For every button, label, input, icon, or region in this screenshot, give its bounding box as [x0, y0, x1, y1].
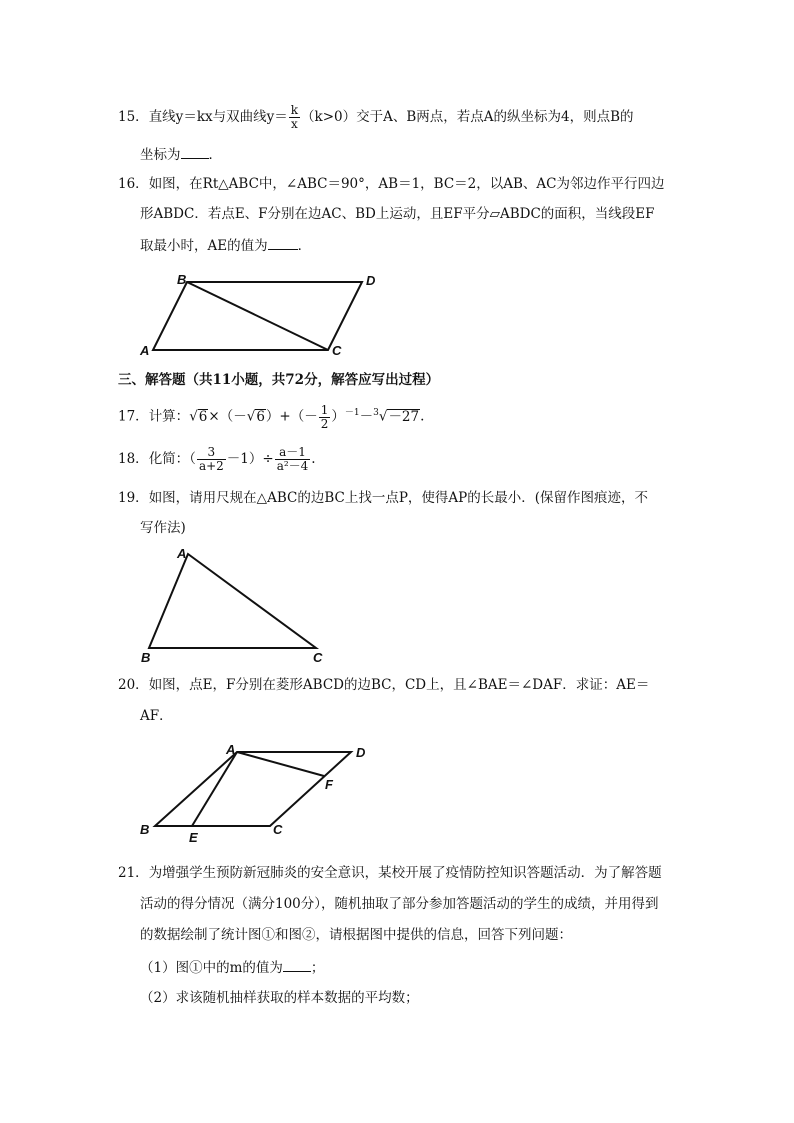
- q16-line1-text: 如图，在Rt△ABC中，∠ABC＝90°，AB＝1，BC＝2，以AB、AC为邻边作平行四边: [148, 176, 665, 192]
- q17-line: 17．计算：√6×（－√6）+（－ $\frac{1}{2}$ ）$^{-1}$－$^3$√－27.: [118, 402, 425, 431]
- q19-triangle-abc: [149, 554, 316, 648]
- q21-line2: [140, 894, 659, 914]
- q18-frac2-num: a－1: [275, 446, 311, 460]
- q20-label-e: E: [189, 830, 198, 845]
- q16-diagonal-bc: [187, 282, 328, 350]
- q17-cube-root: －27: [388, 408, 420, 425]
- q17-number: 17．: [118, 408, 149, 425]
- q19-triangle-figure: [135, 544, 340, 670]
- q18-frac2-den: a²－4: [276, 459, 309, 473]
- q17-text-mid: ×（－: [208, 408, 247, 425]
- q21-line1-text: 为增强学生预防新冠肺炎的安全意识，某校开展了疫情防控知识答题活动．为了解答题: [148, 865, 662, 881]
- q15-end: ．: [208, 147, 222, 163]
- q18-fraction-1: [197, 446, 226, 473]
- q17-sqrt-1: 6: [198, 408, 208, 425]
- q15-line2: [140, 144, 222, 165]
- q16-line3-text: 取最小时，AE的值为: [140, 238, 268, 254]
- q21-sub1-end: ；: [310, 960, 325, 976]
- q18-text-pre: 化简：（: [148, 451, 196, 467]
- q18-fraction-2: [275, 446, 311, 473]
- q21-line3-text: 的数据绘制了统计图①和图②，请根据图中提供的信息，回答下列问题：: [140, 927, 572, 943]
- q17-text-mid2: ）+（－: [265, 408, 318, 425]
- q20-number: 20．: [118, 677, 149, 693]
- q15-text-post: （k>0）交于A、B两点，若点A的纵坐标为4，则点B的: [301, 109, 634, 125]
- q15-frac-den: x: [291, 117, 298, 131]
- q18-frac1-num: 3: [197, 446, 226, 460]
- q21-sub1-text: （1）图①中的m的值为: [140, 960, 283, 976]
- q20-label-f: F: [325, 777, 333, 792]
- q19-line2: [140, 518, 186, 538]
- q15-line2-text: 坐标为: [140, 147, 181, 163]
- q20-line2-text: AF．: [140, 708, 173, 724]
- q17-text-mid3: ）: [331, 408, 345, 425]
- q16-number: 16．: [118, 176, 149, 192]
- q18-end: .: [311, 451, 316, 467]
- q18-line: [118, 446, 316, 473]
- q21-line1: [118, 863, 662, 883]
- q19-line1: [118, 488, 648, 508]
- q19-line2-text: 写作法): [140, 520, 186, 536]
- q21-sub1: [140, 957, 324, 978]
- q21-number: 21．: [118, 865, 149, 881]
- q16-label-b: B: [177, 272, 187, 287]
- q17-frac-den: 2: [320, 416, 329, 431]
- q20-label-b: B: [140, 822, 150, 837]
- q18-number: 18．: [118, 451, 149, 467]
- q20-line2: [140, 706, 173, 726]
- q18-frac1-den: a+2: [198, 459, 224, 473]
- q16-line2-text: 形ABDC．若点E、F分别在边AC、BD上运动，且EF平分▱ABDC的面积，当线段EF: [140, 206, 655, 222]
- q15-answer-blank[interactable]: [181, 144, 209, 159]
- q16-parallelogram-figure: [135, 268, 385, 360]
- q21-line3: [140, 925, 572, 945]
- q16-label-c: C: [332, 343, 342, 358]
- q19-label-b: B: [141, 650, 151, 665]
- q16-line2: [140, 204, 655, 224]
- q16-label-a: A: [140, 343, 150, 358]
- q15-text-pre: 直线y＝kx与双曲线y＝: [148, 109, 288, 125]
- q17-cube-index: 3: [373, 408, 379, 418]
- q19-number: 19．: [118, 490, 149, 506]
- q20-label-a: A: [226, 742, 236, 757]
- q15-line1: [118, 104, 634, 131]
- q17-fraction: [319, 404, 331, 431]
- q17-text-mid4: －: [359, 408, 374, 425]
- q16-label-d: D: [366, 273, 376, 288]
- q19-line1-text: 如图，请用尺规在△ABC的边BC上找一点P，使得AP的长最小．(保留作图痕迹，不: [148, 490, 649, 506]
- q16-end: ．: [297, 238, 312, 254]
- q20-label-d: D: [356, 745, 366, 760]
- q20-segment-ae: [192, 752, 237, 826]
- q20-rhombus-abcd: [155, 752, 351, 826]
- q20-rhombus-figure: [135, 738, 370, 846]
- q21-sub1-answer-blank[interactable]: [283, 957, 311, 972]
- q21-sub2-text: （2）求该随机抽样获取的样本数据的平均数；: [140, 990, 419, 1006]
- q15-fraction: [289, 104, 300, 131]
- q16-line3: [140, 235, 311, 256]
- q15-number: 15．: [118, 109, 149, 125]
- q21-line2-text: 活动的得分情况（满分100分），随机抽取了部分参加答题活动的学生的成绩，并用得到: [140, 896, 659, 912]
- q20-segment-af: [237, 752, 324, 776]
- q17-end: .: [420, 408, 425, 425]
- q19-label-a: A: [177, 546, 187, 561]
- q17-text-pre: 计算：: [148, 408, 190, 425]
- q17-sqrt-2: 6: [256, 408, 265, 425]
- q16-line1: [118, 174, 665, 194]
- q20-line1: [118, 675, 649, 695]
- q20-line1-text: 如图，点E，F分别在菱形ABCD的边BC，CD上，且∠BAE＝∠DAF．求证：AE＝: [148, 677, 650, 693]
- q19-label-c: C: [313, 650, 323, 665]
- q18-text-mid: －1）÷: [226, 451, 274, 467]
- q21-sub2: [140, 988, 419, 1008]
- q17-frac-num: 1: [320, 402, 329, 417]
- q16-answer-blank[interactable]: [268, 235, 298, 250]
- q15-frac-num: k: [290, 103, 299, 117]
- q20-label-c: C: [273, 822, 283, 837]
- section3-title: 三、解答题（共11小题，共72分，解答应写出过程）: [118, 372, 440, 388]
- q17-exponent: －1: [344, 408, 360, 418]
